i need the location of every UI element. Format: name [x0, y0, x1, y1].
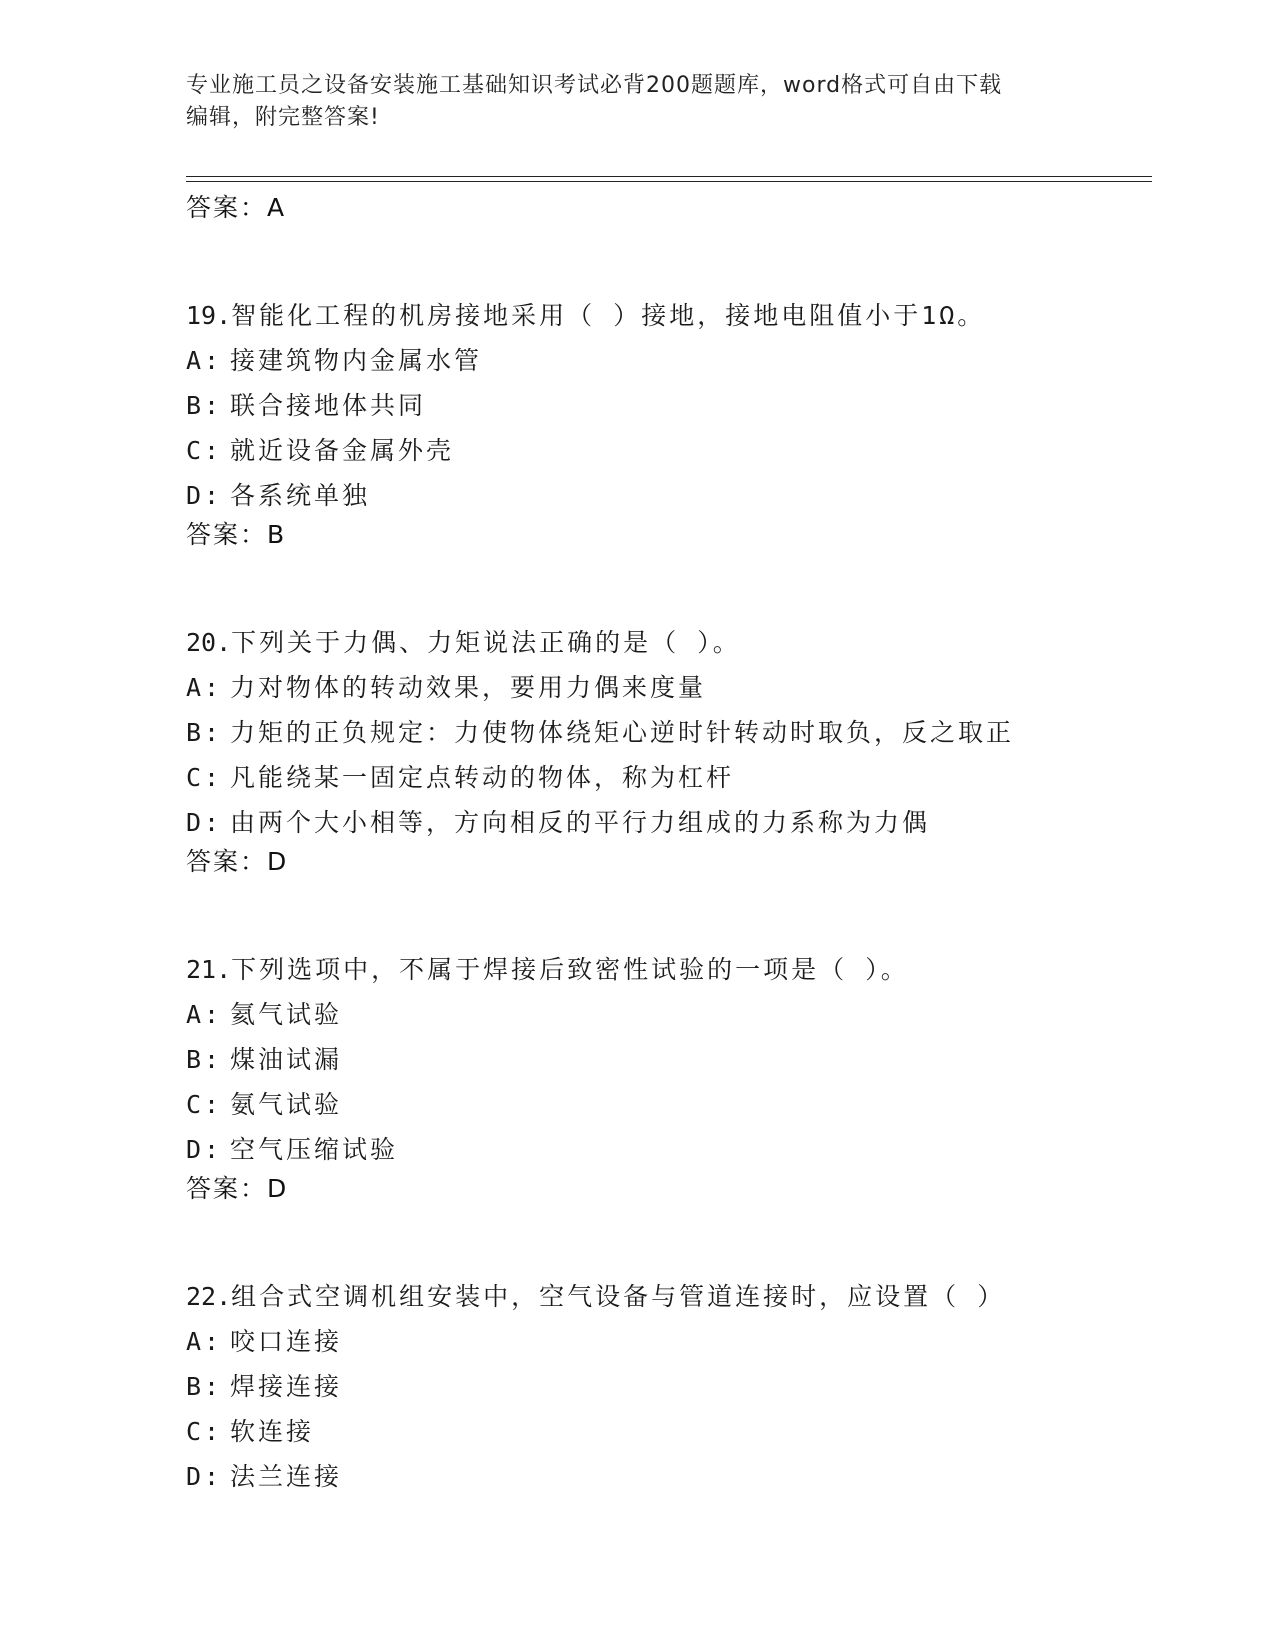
- question-text: 智能化工程的机房接地采用（ ）接地，接地电阻值小于1Ω。: [231, 301, 986, 330]
- option-text: 焊接连接: [230, 1372, 343, 1401]
- option-letter: D:: [186, 808, 223, 837]
- answer-line: [186, 518, 1152, 552]
- question-list: [186, 191, 1152, 1499]
- option-a: [186, 338, 1152, 383]
- option-text: 就近设备金属外壳: [230, 436, 455, 465]
- header-divider-bottom: [186, 181, 1152, 182]
- answer-line: [186, 1172, 1152, 1206]
- answer-value: B: [267, 520, 285, 549]
- answer-value: D: [267, 1174, 287, 1203]
- answer-value: A: [267, 193, 285, 222]
- option-text: 接建筑物内金属水管: [230, 346, 483, 375]
- answer-label: 答案：: [186, 847, 268, 876]
- option-text: 凡能绕某一固定点转动的物体，称为杠杆: [230, 763, 735, 792]
- option-c: [186, 1082, 1152, 1127]
- question-stem: [186, 1274, 1152, 1319]
- option-letter: C:: [186, 436, 223, 465]
- answer-value: D: [267, 847, 287, 876]
- option-text: 各系统单独: [230, 481, 371, 510]
- option-d: [186, 1454, 1152, 1499]
- option-letter: D:: [186, 1462, 223, 1491]
- option-d: [186, 473, 1152, 518]
- answer-label: 答案：: [186, 193, 268, 222]
- option-letter: C:: [186, 1090, 223, 1119]
- page-header: [186, 70, 1086, 134]
- option-d: [186, 1127, 1152, 1172]
- option-text: 由两个大小相等，方向相反的平行力组成的力系称为力偶: [230, 808, 931, 837]
- header-line-2: 编辑，附完整答案!: [186, 105, 380, 130]
- option-text: 力对物体的转动效果，要用力偶来度量: [230, 673, 707, 702]
- question-stem: [186, 293, 1152, 338]
- question-20: [186, 620, 1152, 879]
- question-stem: [186, 620, 1152, 665]
- option-d: [186, 800, 1152, 845]
- question-text: 下列选项中，不属于焊接后致密性试验的一项是（ ）。: [231, 955, 909, 984]
- question-number: 21.: [186, 955, 232, 984]
- header-divider-top: [186, 176, 1152, 177]
- question-21: [186, 947, 1152, 1206]
- option-b: [186, 383, 1152, 428]
- option-text: 氨气试验: [230, 1090, 343, 1119]
- option-letter: A:: [186, 673, 223, 702]
- option-letter: D:: [186, 1135, 223, 1164]
- option-c: [186, 1409, 1152, 1454]
- option-a: [186, 992, 1152, 1037]
- option-b: [186, 1037, 1152, 1082]
- option-letter: A:: [186, 1327, 223, 1356]
- option-c: [186, 428, 1152, 473]
- option-letter: C:: [186, 1417, 223, 1446]
- option-a: [186, 1319, 1152, 1364]
- option-letter: B:: [186, 1045, 223, 1074]
- option-text: 空气压缩试验: [230, 1135, 399, 1164]
- option-text: 软连接: [230, 1417, 315, 1446]
- option-text: 煤油试漏: [230, 1045, 343, 1074]
- option-text: 氦气试验: [230, 1000, 343, 1029]
- question-22: [186, 1274, 1152, 1499]
- question-text: 组合式空调机组安装中，空气设备与管道连接时，应设置（ ）: [231, 1282, 1006, 1311]
- option-b: [186, 710, 1152, 755]
- option-letter: B:: [186, 391, 223, 420]
- question-text: 下列关于力偶、力矩说法正确的是（ ）。: [231, 628, 741, 657]
- option-letter: A:: [186, 1000, 223, 1029]
- question-19: [186, 293, 1152, 552]
- answer-label: 答案：: [186, 1174, 268, 1203]
- question-stem: [186, 947, 1152, 992]
- answer-line: [186, 191, 1152, 225]
- question-number: 19.: [186, 301, 232, 330]
- option-text: 咬口连接: [230, 1327, 343, 1356]
- answer-line: [186, 845, 1152, 879]
- option-letter: A:: [186, 346, 223, 375]
- option-letter: B:: [186, 1372, 223, 1401]
- answer-label: 答案：: [186, 520, 268, 549]
- option-text: 力矩的正负规定：力使物体绕矩心逆时针转动时取负，反之取正: [230, 718, 1015, 747]
- option-letter: C:: [186, 763, 223, 792]
- option-text: 法兰连接: [230, 1462, 343, 1491]
- header-line-1: 专业施工员之设备安装施工基础知识考试必背200题题库，word格式可自由下载: [186, 73, 1003, 98]
- question-number: 20.: [186, 628, 232, 657]
- option-a: [186, 665, 1152, 710]
- option-text: 联合接地体共同: [230, 391, 427, 420]
- question-number: 22.: [186, 1282, 232, 1311]
- option-letter: D:: [186, 481, 223, 510]
- option-b: [186, 1364, 1152, 1409]
- option-letter: B:: [186, 718, 223, 747]
- option-c: [186, 755, 1152, 800]
